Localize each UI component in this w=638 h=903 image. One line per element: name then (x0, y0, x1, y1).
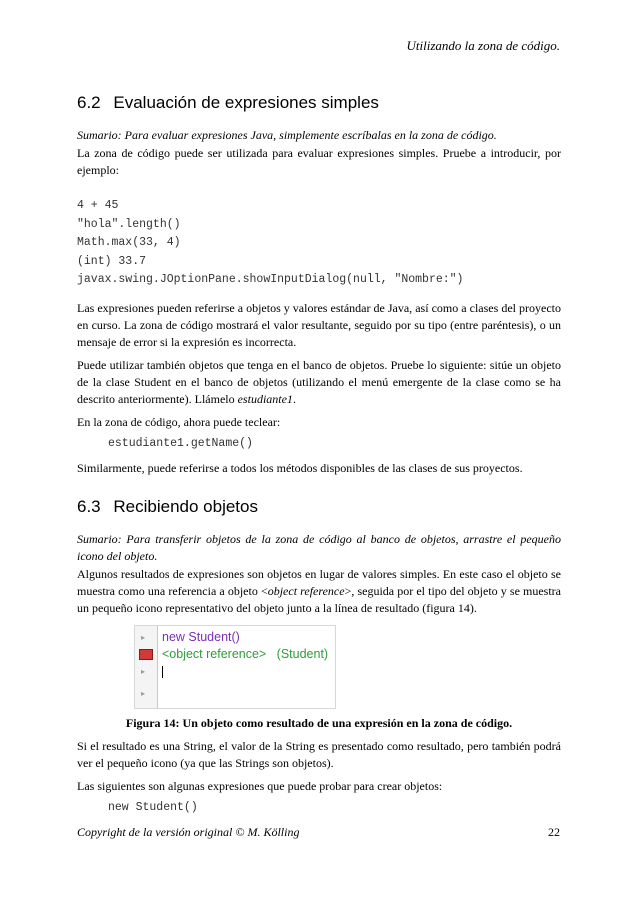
object-reference-label: <object reference> (162, 647, 267, 661)
page-number: 22 (548, 825, 560, 839)
objects-text: Puede utilizar también objetos que tenga en el banco de objetos. Pruebe lo siguiente: sitúe un objeto de la clase Student en el banco de objetos (utilizando el menú emergente de la clase como se ha descrito anteriormente). Llámelo (77, 357, 561, 406)
section-heading-6-2 (77, 93, 561, 113)
results-text-end: >, seguida por el tipo del objeto y se muestra un pequeño icono representativo del objeto junto a la línea de resultado (figura 14). (77, 584, 562, 615)
chevron-right-icon: ▸ (141, 689, 146, 698)
text-cursor (162, 666, 163, 678)
page-footer (77, 825, 560, 840)
code-getname: estudiante1.getName() (108, 436, 253, 450)
section-number: 6.3 (77, 497, 101, 516)
string-paragraph: Si el resultado es una String, el valor de la String es presentado como resultado, pero también podrá ver el pequeño icono (ya que las Strings son objetos). (77, 739, 561, 770)
section-heading-6-3 (77, 497, 561, 517)
code-pad-input: new Student() (162, 630, 240, 644)
page-content (77, 93, 561, 825)
code-pad-result (162, 647, 328, 661)
running-header: Utilizando la zona de código. (406, 38, 560, 53)
results-paragraph (77, 566, 561, 617)
methods-paragraph: Similarmente, puede referirse a todos los métodos disponibles de las clases de sus proyectos. (77, 461, 523, 475)
section-summary: Sumario: Para transferir objetos de la zona de código al banco de objetos, arrastre el pequeño icono del objeto. (77, 532, 561, 563)
code-pad-row (135, 630, 335, 646)
chevron-right-icon: ▸ (141, 633, 146, 642)
type-now-paragraph: En la zona de código, ahora puede teclear: (77, 414, 281, 429)
results-text: Algunos resultados de expresiones son objetos en lugar de valores simples. En este caso el objeto se muestra como una referencia a objeto < (77, 567, 561, 598)
object-name: estudiante1 (237, 391, 293, 406)
section-summary: Sumario: Para evaluar expresiones Java, simplemente escríbalas en la zona de código. (77, 128, 497, 142)
code-line: Math.max(33, 4) (77, 236, 181, 249)
object-reference-term: object reference (267, 584, 345, 598)
figure-caption: Figura 14: Un objeto como resultado de una expresión en la zona de código. (125, 716, 513, 730)
code-examples (77, 197, 561, 290)
section-title: Recibiendo objetos (113, 497, 258, 516)
section-title: Evaluación de expresiones simples (113, 93, 379, 112)
code-line: (int) 33.7 (77, 254, 147, 268)
expressions-paragraph: Las expresiones pueden referirse a objetos y valores estándar de Java, así como a clases del proyecto en curso. La zona de código mostrará el valor resultante, seguido por su tipo (entre paréntesis), o un mensaje de error si la expresión es incorrecta. (77, 300, 561, 349)
object-type-label: (Student) (276, 647, 329, 661)
chevron-right-icon: ▸ (141, 667, 146, 676)
try-paragraph: Las siguientes son algunas expresiones que puede probar para crear objetos: (77, 779, 443, 793)
section-number: 6.2 (77, 93, 101, 112)
code-pad-row[interactable] (135, 647, 335, 663)
code-pad-figure (134, 625, 336, 709)
code-line: "hola".length() (77, 217, 181, 231)
objects-paragraph (77, 357, 561, 408)
code-new-student: new Student() (108, 801, 198, 814)
copyright: Copyright de la versión original © M. Kölling (77, 825, 300, 839)
intro-paragraph: La zona de código puede ser utilizada para evaluar expresiones simples. Pruebe a introducir, por ejemplo: (77, 146, 561, 177)
code-line: 4 + 45 (77, 199, 119, 212)
objects-text-end: . (292, 391, 296, 406)
object-icon[interactable] (139, 649, 153, 660)
code-pad-row[interactable] (135, 664, 335, 680)
code-line: javax.swing.JOptionPane.showInputDialog(null, "Nombre:") (77, 273, 464, 286)
section-6-3 (77, 497, 561, 818)
code-pad-row (135, 686, 335, 702)
